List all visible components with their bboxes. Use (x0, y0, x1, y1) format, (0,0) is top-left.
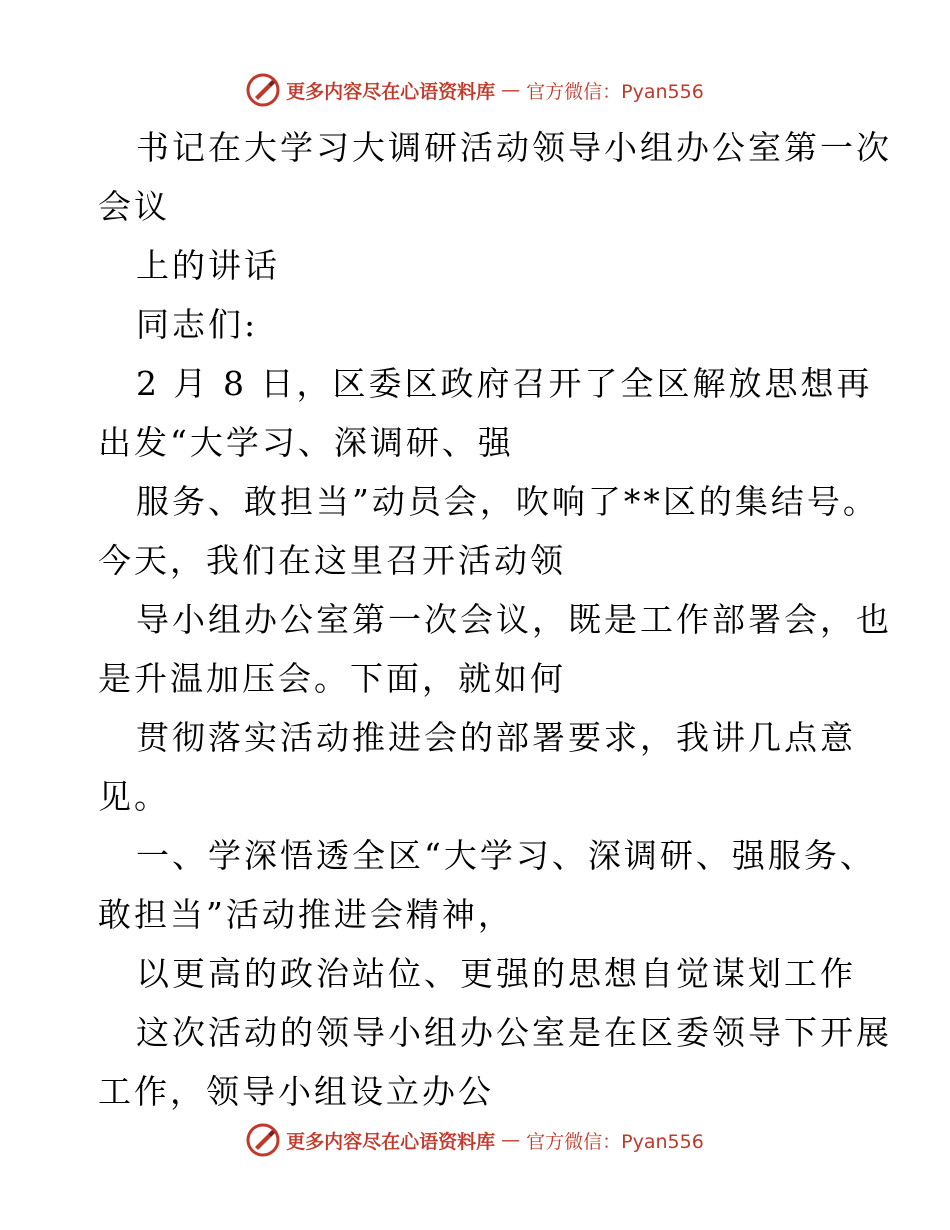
header-banner (0, 70, 950, 110)
text-line: 今天，我们在这里召开活动领 (98, 541, 566, 580)
banner-wechat: 官方微信：Pyan556 (526, 80, 704, 103)
text-line: 这次活动的领导小组办公室是在区委领导下开展 (136, 1013, 892, 1052)
banner-text: 更多内容尽在心语资料库 (286, 1130, 496, 1153)
text-line: 敢担当”活动推进会精神， (98, 895, 514, 934)
banner-separator: — (501, 79, 521, 101)
banner-text: 更多内容尽在心语资料库 (286, 80, 496, 103)
pen-logo-icon (246, 1123, 280, 1157)
banner-separator: — (501, 1129, 521, 1151)
pen-logo-icon (246, 73, 280, 107)
text-line: 以更高的政治站位、更强的思想自觉谋划工作 (136, 954, 856, 993)
text-line: 出发“大学习、深调研、强 (98, 423, 514, 462)
document-body (98, 118, 892, 1121)
text-line: 会议 (98, 187, 170, 226)
text-line: 书记在大学习大调研活动领导小组办公室第一次 (136, 128, 892, 167)
text-line: 上的讲话 (136, 246, 280, 285)
text-line: 同志们: (136, 305, 259, 344)
text-line: 服务、敢担当”动员会，吹响了**区的集结号。 (136, 482, 879, 521)
text-line: 导小组办公室第一次会议，既是工作部署会，也 (136, 600, 892, 639)
text-line: 是升温加压会。下面，就如何 (98, 659, 566, 698)
text-line: 2 月 8 日，区委区政府召开了全区解放思想再 (136, 364, 873, 403)
text-line: 一、学深悟透全区“大学习、深调研、强服务、 (136, 836, 876, 875)
text-line: 贯彻落实活动推进会的部署要求，我讲几点意 (136, 718, 856, 757)
footer-banner (0, 1120, 950, 1160)
text-line: 见。 (98, 777, 170, 816)
banner-wechat: 官方微信：Pyan556 (526, 1130, 704, 1153)
text-line: 工作，领导小组设立办公 (98, 1072, 494, 1111)
